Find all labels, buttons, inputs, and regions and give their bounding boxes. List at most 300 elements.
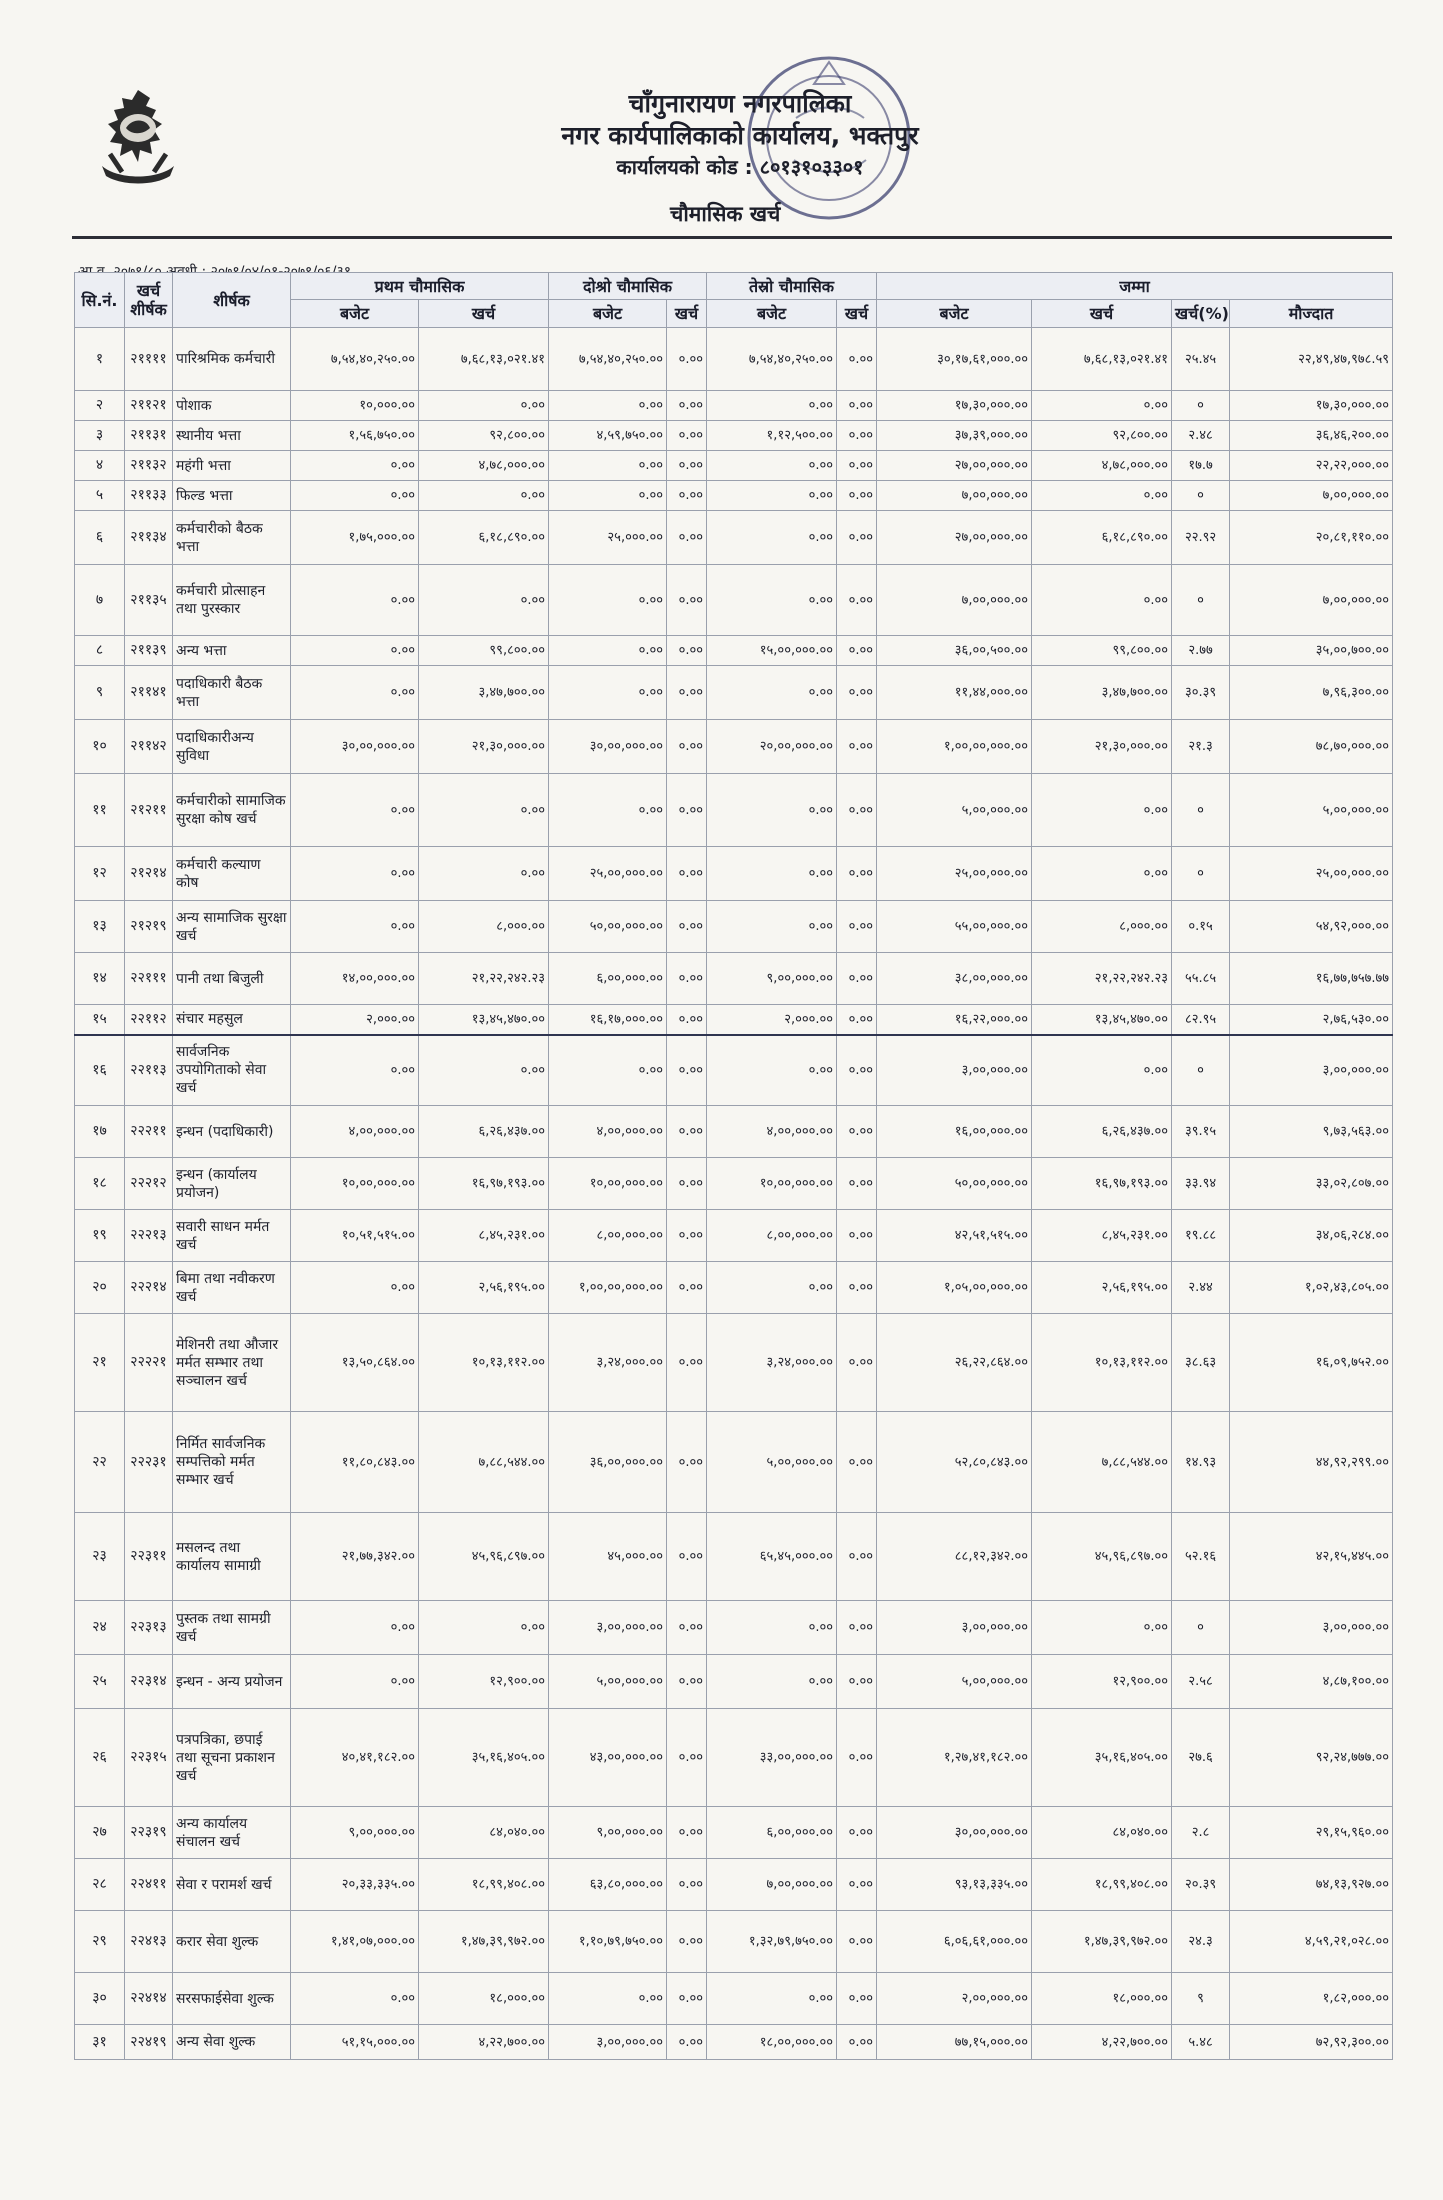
row-q2-budget: ३६,००,०००.०० [549, 1412, 667, 1513]
row-total-budget: ६,०६,६१,०००.०० [877, 1911, 1032, 1973]
row-total-expense: ७,६८,१३,०२१.४१ [1032, 328, 1172, 391]
row-q3-expense: ०.०० [837, 901, 877, 953]
row-total-budget: १,०५,००,०००.०० [877, 1262, 1032, 1314]
row-q1-expense: ३५,१६,४०५.०० [419, 1709, 549, 1807]
column-header-code: खर्च शीर्षक [125, 273, 173, 328]
row-expense-code: २११३९ [125, 636, 173, 666]
row-serial-number: १९ [75, 1210, 125, 1262]
row-q2-expense: ०.०० [667, 1412, 707, 1513]
row-expense-title: पानी तथा बिजुली [173, 953, 291, 1005]
row-serial-number: २५ [75, 1655, 125, 1709]
row-total-expense: २,५६,१९५.०० [1032, 1262, 1172, 1314]
row-q3-expense: ०.०० [837, 511, 877, 565]
row-balance: ४२,१५,४४५.०० [1230, 1513, 1393, 1601]
row-total-expense: १८,०००.०० [1032, 1973, 1172, 2025]
row-balance: ९,७३,५६३.०० [1230, 1106, 1393, 1158]
row-q2-budget: ०.०० [549, 636, 667, 666]
row-expense-title: कर्मचारी कल्याण कोष [173, 847, 291, 901]
row-q1-budget: ७,५४,४०,२५०.०० [291, 328, 419, 391]
row-q2-budget: ३,००,०००.०० [549, 2025, 667, 2060]
row-expense-percent: ९ [1172, 1973, 1230, 2025]
table-row [75, 1262, 1393, 1314]
table-row [75, 1601, 1393, 1655]
row-expense-title: फिल्ड भत्ता [173, 481, 291, 511]
row-expense-percent: ० [1172, 481, 1230, 511]
row-serial-number: १७ [75, 1106, 125, 1158]
row-expense-code: २११३३ [125, 481, 173, 511]
row-q3-expense: ०.०० [837, 421, 877, 451]
row-q2-expense: ०.०० [667, 1210, 707, 1262]
table-row [75, 1513, 1393, 1601]
row-q2-expense: ०.०० [667, 1655, 707, 1709]
row-expense-code: २२११२ [125, 1005, 173, 1035]
row-expense-code: २२२३१ [125, 1412, 173, 1513]
row-serial-number: २६ [75, 1709, 125, 1807]
quarterly-expense-table [74, 272, 1393, 2060]
row-q1-budget: १०,५१,५१५.०० [291, 1210, 419, 1262]
row-q3-budget: ०.०० [707, 847, 837, 901]
row-q2-expense: ०.०० [667, 847, 707, 901]
row-q3-budget: ७,५४,४०,२५०.०० [707, 328, 837, 391]
row-q2-budget: ०.०० [549, 481, 667, 511]
row-balance: २,७६,५३०.०० [1230, 1005, 1393, 1035]
row-expense-percent: २.४८ [1172, 421, 1230, 451]
row-q2-budget: ०.०० [549, 391, 667, 421]
row-q3-budget: १०,००,०००.०० [707, 1158, 837, 1210]
row-q2-budget: ०.०० [549, 451, 667, 481]
row-total-budget: २५,००,०००.०० [877, 847, 1032, 901]
row-expense-title: पदाधिकारीअन्य सुविधा [173, 720, 291, 774]
row-q1-expense: २१,३०,०००.०० [419, 720, 549, 774]
row-q1-expense: १२,९००.०० [419, 1655, 549, 1709]
row-q1-budget: १०,००,०००.०० [291, 1158, 419, 1210]
row-q2-budget: ४५,०००.०० [549, 1513, 667, 1601]
row-total-budget: ५०,००,०००.०० [877, 1158, 1032, 1210]
row-q3-budget: ३,२४,०००.०० [707, 1314, 837, 1412]
row-total-budget: ३७,३९,०००.०० [877, 421, 1032, 451]
row-q1-expense: ४,७८,०००.०० [419, 451, 549, 481]
row-q1-budget: ०.०० [291, 451, 419, 481]
row-expense-title: कर्मचारीको बैठक भत्ता [173, 511, 291, 565]
row-expense-code: २२३१३ [125, 1601, 173, 1655]
table-row [75, 1106, 1393, 1158]
row-q1-expense: १३,४५,४७०.०० [419, 1005, 549, 1035]
row-q3-expense: ०.०० [837, 565, 877, 636]
row-expense-code: २२११३ [125, 1035, 173, 1106]
row-q3-budget: १८,००,०००.०० [707, 2025, 837, 2060]
row-q3-expense: ०.०० [837, 636, 877, 666]
table-row [75, 481, 1393, 511]
row-q3-expense: ०.०० [837, 1513, 877, 1601]
row-expense-percent: ३८.६३ [1172, 1314, 1230, 1412]
row-q1-expense: १८,९९,४०८.०० [419, 1859, 549, 1911]
row-expense-title: अन्य कार्यालय संचालन खर्च [173, 1807, 291, 1859]
row-q2-budget: ०.०० [549, 1035, 667, 1106]
row-q1-expense: ०.०० [419, 847, 549, 901]
row-total-budget: ७,००,०००.०० [877, 481, 1032, 511]
row-expense-code: २२२२१ [125, 1314, 173, 1412]
row-total-budget: ३०,००,०००.०० [877, 1807, 1032, 1859]
row-total-expense: ०.०० [1032, 391, 1172, 421]
row-expense-title: पत्रपत्रिका, छपाई तथा सूचना प्रकाशन खर्च [173, 1709, 291, 1807]
row-q1-budget: २१,७७,३४२.०० [291, 1513, 419, 1601]
table-row [75, 1035, 1393, 1106]
row-q3-expense: ०.०० [837, 774, 877, 847]
row-expense-percent: ३०.३९ [1172, 666, 1230, 720]
header-divider [72, 236, 1392, 239]
row-expense-code: २११४१ [125, 666, 173, 720]
row-q2-expense: ०.०० [667, 720, 707, 774]
row-total-expense: ०.०० [1032, 481, 1172, 511]
row-total-budget: ३६,००,५००.०० [877, 636, 1032, 666]
row-q2-budget: ०.०० [549, 774, 667, 847]
row-total-budget: ३८,००,०००.०० [877, 953, 1032, 1005]
row-q1-budget: ०.०० [291, 1035, 419, 1106]
row-balance: ४४,९२,२९९.०० [1230, 1412, 1393, 1513]
table-row [75, 565, 1393, 636]
row-q1-expense: १,४७,३९,९७२.०० [419, 1911, 549, 1973]
row-q3-expense: ०.०० [837, 1035, 877, 1106]
row-expense-code: २१२१४ [125, 847, 173, 901]
column-header-sn: सि.नं. [75, 273, 125, 328]
row-balance: २९,१५,९६०.०० [1230, 1807, 1393, 1859]
row-q3-expense: ०.०० [837, 1005, 877, 1035]
row-q3-budget: ०.०० [707, 1262, 837, 1314]
row-balance: ३३,०२,८०७.०० [1230, 1158, 1393, 1210]
table-row [75, 421, 1393, 451]
office-name: नगर कार्यपालिकाको कार्यालय, भक्तपुर [561, 121, 919, 150]
row-serial-number: १४ [75, 953, 125, 1005]
row-expense-percent: २.४४ [1172, 1262, 1230, 1314]
table-row [75, 1859, 1393, 1911]
column-header-q1-budget: बजेट [291, 300, 419, 328]
row-q1-expense: ४,२२,७००.०० [419, 2025, 549, 2060]
row-total-budget: ८८,१२,३४२.०० [877, 1513, 1032, 1601]
row-q3-expense: ०.०० [837, 1709, 877, 1807]
row-q2-expense: ०.०० [667, 953, 707, 1005]
row-expense-title: पदाधिकारी बैठक भत्ता [173, 666, 291, 720]
row-q3-budget: ०.०० [707, 565, 837, 636]
row-q1-budget: ०.०० [291, 774, 419, 847]
row-expense-title: सवारी साधन मर्मत खर्च [173, 1210, 291, 1262]
row-expense-code: २११३५ [125, 565, 173, 636]
row-q2-budget: १,००,००,०००.०० [549, 1262, 667, 1314]
row-total-budget: ५,००,०००.०० [877, 774, 1032, 847]
table-row [75, 901, 1393, 953]
row-expense-code: २२४१९ [125, 2025, 173, 2060]
row-q3-expense: ०.०० [837, 1911, 877, 1973]
row-q1-budget: १३,५०,८६४.०० [291, 1314, 419, 1412]
row-total-expense: ४५,९६,८९७.०० [1032, 1513, 1172, 1601]
row-q3-budget: १५,००,०००.०० [707, 636, 837, 666]
row-q3-budget: ०.०० [707, 1601, 837, 1655]
column-header-title: शीर्षक [173, 273, 291, 328]
row-q1-expense: ६,१८,८९०.०० [419, 511, 549, 565]
row-serial-number: १३ [75, 901, 125, 953]
row-total-expense: १२,९००.०० [1032, 1655, 1172, 1709]
row-expense-code: २२३१४ [125, 1655, 173, 1709]
row-q2-budget: ४,००,०००.०० [549, 1106, 667, 1158]
row-q1-budget: ५१,१५,०००.०० [291, 2025, 419, 2060]
table-row [75, 720, 1393, 774]
row-total-expense: ०.०० [1032, 774, 1172, 847]
row-q1-expense: ७,६८,१३,०२१.४१ [419, 328, 549, 391]
document-header [520, 88, 960, 226]
row-q2-budget: ६३,८०,०००.०० [549, 1859, 667, 1911]
row-expense-percent: २४.३ [1172, 1911, 1230, 1973]
row-balance: २२,२२,०००.०० [1230, 451, 1393, 481]
row-balance: ७,००,०००.०० [1230, 481, 1393, 511]
row-q2-expense: ०.०० [667, 565, 707, 636]
row-expense-code: २२२१४ [125, 1262, 173, 1314]
row-serial-number: २९ [75, 1911, 125, 1973]
row-q1-expense: ०.०० [419, 565, 549, 636]
row-expense-percent: ० [1172, 565, 1230, 636]
row-q3-expense: ०.०० [837, 720, 877, 774]
report-title: चौमासिक खर्च [670, 202, 781, 226]
row-q3-budget: २०,००,०००.०० [707, 720, 837, 774]
row-q3-budget: ७,००,०००.०० [707, 1859, 837, 1911]
row-q1-expense: ३,४७,७००.०० [419, 666, 549, 720]
row-expense-percent: १४.९३ [1172, 1412, 1230, 1513]
row-q1-expense: ०.०० [419, 774, 549, 847]
row-q1-budget: ०.०० [291, 1655, 419, 1709]
row-q1-expense: ९२,८००.०० [419, 421, 549, 451]
row-total-budget: २,००,०००.०० [877, 1973, 1032, 2025]
row-q1-budget: १,५६,७५०.०० [291, 421, 419, 451]
row-q2-expense: ०.०० [667, 2025, 707, 2060]
row-expense-code: २२१११ [125, 953, 173, 1005]
row-q2-expense: ०.०० [667, 328, 707, 391]
row-expense-code: २२४१४ [125, 1973, 173, 2025]
row-expense-title: इन्धन (कार्यालय प्रयोजन) [173, 1158, 291, 1210]
row-serial-number: १५ [75, 1005, 125, 1035]
row-expense-percent: १७.७ [1172, 451, 1230, 481]
table-row [75, 511, 1393, 565]
row-q1-budget: १,४१,०७,०००.०० [291, 1911, 419, 1973]
row-q3-budget: ०.०० [707, 666, 837, 720]
row-balance: १,८२,०००.०० [1230, 1973, 1393, 2025]
table-row [75, 1709, 1393, 1807]
row-q1-expense: ६,२६,४३७.०० [419, 1106, 549, 1158]
row-total-budget: ४२,५१,५१५.०० [877, 1210, 1032, 1262]
row-q1-budget: १,७५,०००.०० [291, 511, 419, 565]
row-q3-budget: १,३२,७९,७५०.०० [707, 1911, 837, 1973]
row-q2-expense: ०.०० [667, 1807, 707, 1859]
row-balance: १७,३०,०००.०० [1230, 391, 1393, 421]
column-header-q3-expense: खर्च [837, 300, 877, 328]
row-balance: ७,९६,३००.०० [1230, 666, 1393, 720]
row-q2-budget: ५,००,०००.०० [549, 1655, 667, 1709]
row-q1-expense: ८,४५,२३१.०० [419, 1210, 549, 1262]
row-q2-expense: ०.०० [667, 421, 707, 451]
column-header-q2: दोश्रो चौमासिक [549, 273, 707, 300]
row-total-expense: ८,४५,२३१.०० [1032, 1210, 1172, 1262]
row-q3-budget: ०.०० [707, 1973, 837, 2025]
row-expense-percent: २७.६ [1172, 1709, 1230, 1807]
row-q2-expense: ०.०० [667, 481, 707, 511]
row-q2-budget: ६,००,०००.०० [549, 953, 667, 1005]
row-q1-budget: ४,००,०००.०० [291, 1106, 419, 1158]
row-q2-expense: ०.०० [667, 636, 707, 666]
row-expense-title: मेशिनरी तथा औजार मर्मत सम्भार तथा सञ्चालन खर्च [173, 1314, 291, 1412]
row-expense-percent: ० [1172, 774, 1230, 847]
row-total-expense: १०,१३,११२.०० [1032, 1314, 1172, 1412]
row-q3-expense: ०.०० [837, 847, 877, 901]
row-q2-expense: ०.०० [667, 1005, 707, 1035]
row-total-budget: ७,००,०००.०० [877, 565, 1032, 636]
row-expense-percent: २.७७ [1172, 636, 1230, 666]
row-q2-expense: ०.०० [667, 1158, 707, 1210]
row-q1-expense: ९९,८००.०० [419, 636, 549, 666]
row-balance: ७,००,०००.०० [1230, 565, 1393, 636]
row-q1-budget: ०.०० [291, 1262, 419, 1314]
row-q2-budget: १६,१७,०००.०० [549, 1005, 667, 1035]
row-serial-number: ३ [75, 421, 125, 451]
row-q1-budget: ०.०० [291, 666, 419, 720]
row-expense-title: सेवा र परामर्श खर्च [173, 1859, 291, 1911]
table-row [75, 953, 1393, 1005]
row-total-expense: ८,०००.०० [1032, 901, 1172, 953]
row-q3-expense: ०.०० [837, 1601, 877, 1655]
row-q2-budget: ८,००,०००.०० [549, 1210, 667, 1262]
row-q3-expense: ०.०० [837, 1807, 877, 1859]
row-q1-budget: ४०,४१,१८२.०० [291, 1709, 419, 1807]
column-header-q1-expense: खर्च [419, 300, 549, 328]
row-q3-budget: ५,००,०००.०० [707, 1412, 837, 1513]
row-expense-code: २२३१५ [125, 1709, 173, 1807]
row-total-expense: ३,४७,७००.०० [1032, 666, 1172, 720]
table-row [75, 1158, 1393, 1210]
row-q1-budget: ९,००,०००.०० [291, 1807, 419, 1859]
row-total-expense: ४,७८,०००.०० [1032, 451, 1172, 481]
row-serial-number: १० [75, 720, 125, 774]
row-total-budget: ७७,१५,०००.०० [877, 2025, 1032, 2060]
row-expense-percent: ०.१५ [1172, 901, 1230, 953]
row-q3-budget: ६,००,०००.०० [707, 1807, 837, 1859]
row-serial-number: २७ [75, 1807, 125, 1859]
column-header-total: जम्मा [877, 273, 1393, 300]
row-expense-code: २२४११ [125, 1859, 173, 1911]
row-serial-number: २४ [75, 1601, 125, 1655]
row-expense-code: २११३२ [125, 451, 173, 481]
row-q2-expense: ०.०० [667, 451, 707, 481]
row-total-expense: ०.०० [1032, 565, 1172, 636]
row-q2-expense: ०.०० [667, 1973, 707, 2025]
row-expense-percent: २.५८ [1172, 1655, 1230, 1709]
row-q2-budget: २५,०००.०० [549, 511, 667, 565]
row-q3-budget: ९,००,०००.०० [707, 953, 837, 1005]
row-total-expense: ६,१८,८९०.०० [1032, 511, 1172, 565]
row-balance: २२,४९,४७,९७८.५९ [1230, 328, 1393, 391]
row-q2-expense: ०.०० [667, 511, 707, 565]
row-q2-expense: ०.०० [667, 1314, 707, 1412]
row-expense-title: पोशाक [173, 391, 291, 421]
row-q1-budget: ११,८०,८४३.०० [291, 1412, 419, 1513]
row-expense-percent: २५.४५ [1172, 328, 1230, 391]
row-balance: ९२,२४,७७७.०० [1230, 1709, 1393, 1807]
row-expense-code: २१२११ [125, 774, 173, 847]
row-expense-percent: ० [1172, 391, 1230, 421]
row-total-expense: ८४,०४०.०० [1032, 1807, 1172, 1859]
row-total-expense: ९२,८००.०० [1032, 421, 1172, 451]
table-row [75, 1005, 1393, 1035]
row-expense-title: निर्मित सार्वजनिक सम्पत्तिको मर्मत सम्भार खर्च [173, 1412, 291, 1513]
row-total-expense: २१,३०,०००.०० [1032, 720, 1172, 774]
row-total-expense: १८,९९,४०८.०० [1032, 1859, 1172, 1911]
row-q3-budget: ४,००,०००.०० [707, 1106, 837, 1158]
row-balance: ७८,७०,०००.०० [1230, 720, 1393, 774]
row-q2-budget: ३०,००,०००.०० [549, 720, 667, 774]
row-q2-budget: ७,५४,४०,२५०.०० [549, 328, 667, 391]
table-row [75, 2025, 1393, 2060]
row-q1-budget: ०.०० [291, 1601, 419, 1655]
row-total-expense: ७,८८,५४४.०० [1032, 1412, 1172, 1513]
row-balance: ५,००,०००.०० [1230, 774, 1393, 847]
row-expense-title: मसलन्द तथा कार्यालय सामाग्री [173, 1513, 291, 1601]
row-serial-number: १ [75, 328, 125, 391]
row-q3-budget: ०.०० [707, 901, 837, 953]
row-q1-budget: ०.०० [291, 847, 419, 901]
column-header-total-expense: खर्च [1032, 300, 1172, 328]
row-expense-title: संचार महसुल [173, 1005, 291, 1035]
column-header-q2-budget: बजेट [549, 300, 667, 328]
row-q1-budget: २०,३३,३३५.०० [291, 1859, 419, 1911]
row-expense-title: सरसफाईसेवा शुल्क [173, 1973, 291, 2025]
row-q3-expense: ०.०० [837, 1262, 877, 1314]
row-q1-expense: ७,८८,५४४.०० [419, 1412, 549, 1513]
row-q3-expense: ०.०० [837, 2025, 877, 2060]
row-total-budget: ५,००,०००.०० [877, 1655, 1032, 1709]
row-balance: ३५,००,७००.०० [1230, 636, 1393, 666]
row-balance: ५४,९२,०००.०० [1230, 901, 1393, 953]
row-total-budget: १७,३०,०००.०० [877, 391, 1032, 421]
row-serial-number: २८ [75, 1859, 125, 1911]
row-q2-expense: ०.०० [667, 1513, 707, 1601]
row-total-budget: ३,००,०००.०० [877, 1601, 1032, 1655]
row-expense-code: २११४२ [125, 720, 173, 774]
table-row [75, 451, 1393, 481]
row-balance: ३,००,०००.०० [1230, 1035, 1393, 1106]
row-q3-expense: ०.०० [837, 1973, 877, 2025]
row-q3-budget: ०.०० [707, 451, 837, 481]
row-serial-number: १६ [75, 1035, 125, 1106]
row-q1-expense: ०.०० [419, 1601, 549, 1655]
row-total-budget: १६,००,०००.०० [877, 1106, 1032, 1158]
municipality-name: चाँगुनारायण नगरपालिका [628, 89, 852, 118]
row-balance: १६,७७,७५७.७७ [1230, 953, 1393, 1005]
table-row [75, 847, 1393, 901]
column-header-q1: प्रथम चौमासिक [291, 273, 549, 300]
row-expense-title: कर्मचारी प्रोत्साहन तथा पुरस्कार [173, 565, 291, 636]
row-q1-expense: १०,१३,११२.०० [419, 1314, 549, 1412]
row-balance: १६,०९,७५२.०० [1230, 1314, 1393, 1412]
row-expense-code: २२२११ [125, 1106, 173, 1158]
row-total-expense: ३५,१६,४०५.०० [1032, 1709, 1172, 1807]
row-q2-budget: ०.०० [549, 1973, 667, 2025]
row-q1-budget: १४,००,०००.०० [291, 953, 419, 1005]
row-serial-number: २२ [75, 1412, 125, 1513]
row-serial-number: २० [75, 1262, 125, 1314]
row-expense-title: बिमा तथा नवीकरण खर्च [173, 1262, 291, 1314]
row-expense-percent: ८२.९५ [1172, 1005, 1230, 1035]
row-q1-expense: १६,९७,१९३.०० [419, 1158, 549, 1210]
row-q2-expense: ०.०० [667, 1035, 707, 1106]
row-balance: २५,००,०००.०० [1230, 847, 1393, 901]
row-q1-budget: ०.०० [291, 636, 419, 666]
row-q3-expense: ०.०० [837, 1106, 877, 1158]
row-serial-number: २३ [75, 1513, 125, 1601]
